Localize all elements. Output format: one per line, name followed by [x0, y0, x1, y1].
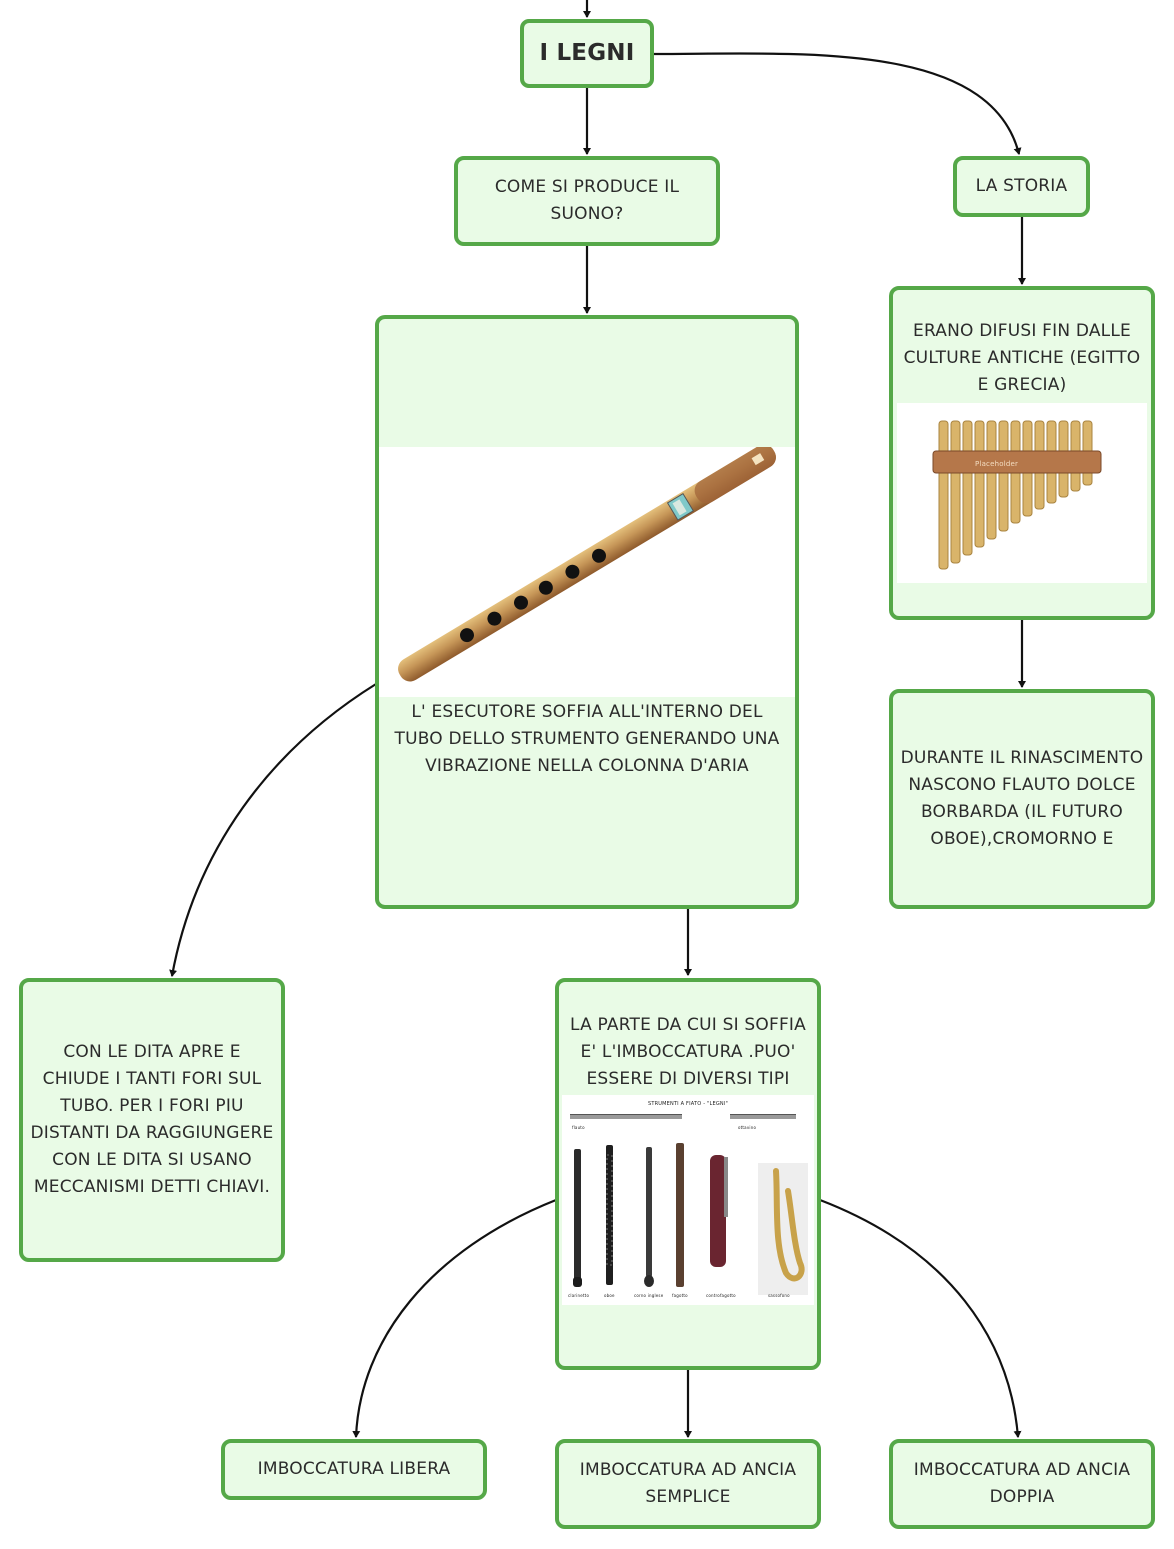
edge-mouthpiece-double	[820, 1200, 1018, 1437]
main-description-node[interactable]	[375, 315, 799, 909]
instrument-chart-title: STRUMENTI A FIATO - "LEGNI"	[647, 1101, 729, 1107]
how-sound-node[interactable]	[454, 156, 720, 246]
flute-image	[379, 447, 795, 697]
fingers-keys-label: CON LE DITA APRE E CHIUDE I TANTI FORI SUL TUBO. PER I FORI PIU DISTANTI DA RAGGIUNGERE CON LE DITA SI USANO MECCANISMI DETTI CHIAVI.	[30, 1042, 274, 1197]
label-oboe: oboe	[604, 1293, 615, 1298]
ancient-cultures-node[interactable]	[889, 286, 1155, 620]
mouthpiece-label: LA PARTE DA CUI SI SOFFIA E' L'IMBOCCATURA .PUO' ESSERE DI DIVERSI TIPI	[570, 1015, 806, 1089]
instrument-chart-image	[562, 1095, 814, 1305]
label-corno-inglese: corno inglese	[634, 1293, 664, 1298]
double-reed-node[interactable]	[889, 1439, 1155, 1529]
history-label: LA STORIA	[975, 176, 1068, 196]
svg-text:Placeholder: Placeholder	[975, 460, 1019, 468]
single-reed-node[interactable]	[555, 1439, 821, 1529]
renaissance-label: DURANTE IL RINASCIMENTO NASCONO FLAUTO DOLCE BORBARDA (IL FUTURO OBOE),CROMORNO E	[900, 748, 1144, 849]
label-clarinetto: clarinetto	[568, 1293, 590, 1298]
main-description-label: L' ESECUTORE SOFFIA ALL'INTERNO DEL TUBO DELLO STRUMENTO GENERANDO UNA VIBRAZIONE NELLA COLONNA D'ARIA	[394, 702, 780, 776]
history-node[interactable]	[953, 156, 1090, 217]
single-reed-label: IMBOCCATURA AD ANCIA SEMPLICE	[579, 1460, 797, 1507]
how-sound-label: COME SI PRODUCE IL SUONO?	[494, 177, 680, 224]
fingers-keys-node[interactable]	[19, 978, 285, 1262]
label-controfagotto: controfagotto	[706, 1293, 736, 1298]
pan-flute-image	[897, 403, 1147, 583]
edge-main-fingers	[172, 684, 376, 976]
label-fagotto: fagotto	[672, 1293, 688, 1298]
edge-mouthpiece-free	[356, 1200, 556, 1437]
label-sassofono: sassofono	[768, 1293, 790, 1298]
double-reed-label: IMBOCCATURA AD ANCIA DOPPIA	[913, 1460, 1131, 1507]
label-flauto: flauto	[572, 1125, 585, 1130]
mouthpiece-node[interactable]	[555, 978, 821, 1370]
label-ottavino: ottavino	[738, 1125, 757, 1130]
root-node[interactable]	[520, 19, 654, 88]
edge-root-history	[654, 53, 1019, 154]
ancient-cultures-label: ERANO DIFUSI FIN DALLE CULTURE ANTICHE (EGITTO E GRECIA)	[903, 321, 1141, 395]
renaissance-node[interactable]	[889, 689, 1155, 909]
free-mouthpiece-node[interactable]	[221, 1439, 487, 1500]
root-label: I LEGNI	[539, 40, 635, 66]
free-mouthpiece-label: IMBOCCATURA LIBERA	[257, 1459, 451, 1479]
